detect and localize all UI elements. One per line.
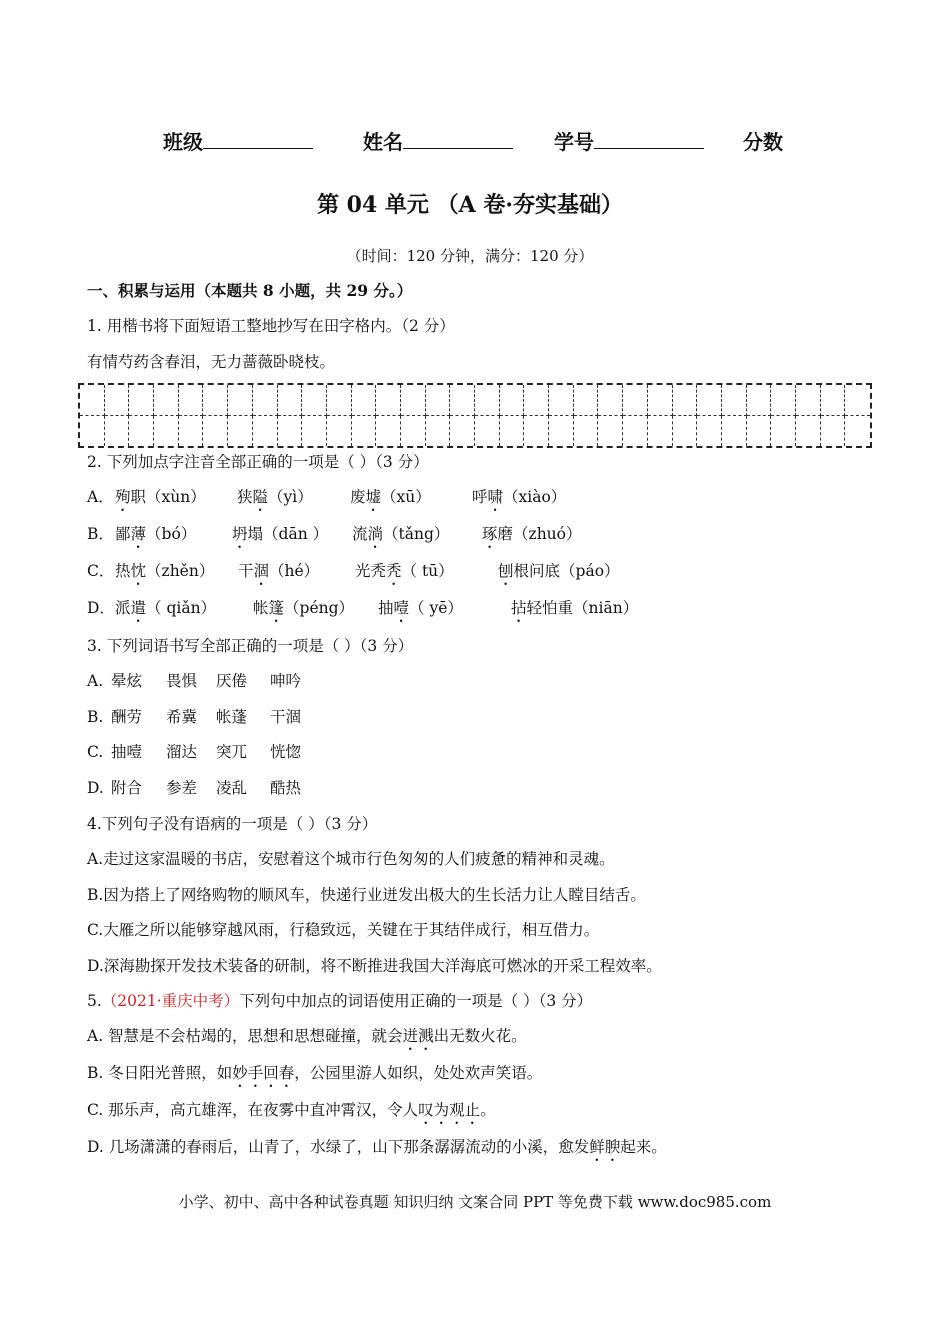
grid-cell: [796, 416, 821, 447]
grid-cell: [302, 416, 327, 447]
word-part: 流: [352, 525, 368, 543]
q3-word: 抽噎: [111, 743, 143, 761]
q5-source: （2021·重庆中考）: [101, 992, 240, 1010]
q2-option-label: A．: [87, 488, 114, 506]
grid-cell: [747, 416, 772, 447]
q3-option-label: D.: [87, 779, 104, 797]
section-heading: 一、积累与运用（本题共 8 小题，共 29 分。）: [87, 281, 413, 300]
q2-option-item: [482, 524, 582, 552]
text-part: 出无数火花。: [433, 1027, 527, 1045]
grid-cell: [697, 385, 722, 416]
dotted-char: 噎: [393, 599, 410, 617]
word-part: 干: [238, 562, 254, 580]
q3-option-label: C.: [87, 743, 104, 761]
q3-word: 干涸: [270, 708, 302, 726]
grid-cell: [80, 385, 105, 416]
q3-word: 恍惚: [270, 743, 302, 761]
q3-word: 晕炫: [111, 672, 143, 690]
grid-cell: [574, 385, 599, 416]
pinyin: （ yē）: [409, 599, 463, 617]
grid-cell: [203, 385, 228, 416]
q2-option-label: B．: [87, 525, 114, 543]
grid-cell: [845, 416, 870, 447]
pinyin: （xū）: [381, 488, 431, 506]
grid-cell: [278, 385, 303, 416]
dotted-char: 篷: [268, 599, 285, 617]
q4-option: C.大雁之所以能够穿越风雨，行稳致远，关键在于其结伴成行，相互借力。: [87, 921, 600, 939]
pinyin: （xiào）: [503, 488, 567, 506]
grid-cell: [179, 416, 204, 447]
grid-cell: [327, 416, 352, 447]
word-part: 职: [130, 488, 147, 506]
word-part: 轻怕重: [526, 599, 574, 617]
dotted-char: 秃: [386, 562, 402, 580]
footer-text: 小学、初中、高中各种试卷真题 知识归纳 文案合同 PPT 等免费下载 www.doc985.com: [178, 1193, 772, 1211]
name-field: [363, 126, 513, 155]
q3-word: 凌乱: [216, 779, 248, 797]
text-part: A. 智慧是不会枯竭的，思想和思想碰撞，就会: [87, 1027, 403, 1045]
pinyin: （xùn）: [146, 488, 206, 506]
q3-word: 畏惧: [166, 672, 198, 690]
q3-word: 呻吟: [270, 672, 302, 690]
word-part: 热: [115, 562, 131, 580]
q3-word: 酷热: [270, 779, 302, 797]
q2-option-item: [115, 524, 196, 552]
id-blank: [594, 130, 704, 149]
grid-cell: [475, 416, 500, 447]
q3-option-label: B.: [87, 708, 104, 726]
grid-cell: [500, 416, 525, 447]
grid-cell: [179, 385, 204, 416]
grid-cell: [648, 385, 673, 416]
q5-number: 5.: [87, 992, 102, 1010]
q3-word: 酬劳: [111, 708, 143, 726]
name-blank: [403, 130, 513, 149]
pinyin: （péng）: [284, 599, 355, 617]
pinyin: （hé）: [269, 562, 320, 580]
text-part: 起来。: [620, 1138, 667, 1156]
dotted-char: 坍: [232, 525, 248, 543]
q3-word: 突兀: [216, 743, 248, 761]
pinyin: （zhuó）: [513, 525, 582, 543]
grid-cell: [401, 416, 426, 447]
dotted-phrase: 妙手回春: [232, 1064, 295, 1082]
q5-stem-text: 下列句中加点的词语使用正确的一项是（ ）（3 分）: [239, 992, 593, 1010]
grid-cell: [500, 385, 525, 416]
word-part: 光秃: [355, 562, 387, 580]
q2-option-item: [115, 561, 214, 589]
q2-option-label: C．: [87, 562, 115, 580]
grid-cell: [426, 385, 451, 416]
q2-stem: 2. 下列加点字注音全部正确的一项是（ ）（3 分）: [87, 453, 429, 471]
word-part: 磨: [497, 525, 514, 543]
q2-option-item: [498, 561, 620, 589]
q3-word: 参差: [166, 779, 198, 797]
dotted-char: 啸: [487, 488, 504, 506]
q4-option: D.深海勘探开发技术装备的研制，将不断推进我国大洋海底可燃冰的开采工程效率。: [87, 957, 662, 975]
grid-cell: [105, 416, 130, 447]
name-label: 姓名: [363, 130, 403, 154]
q4-option: B.因为搭上了网络购物的顺风车，快递行业迸发出极大的生长活力让人瞠目结舌。: [87, 886, 646, 904]
pinyin: （bó）: [146, 525, 197, 543]
class-blank: [203, 130, 313, 149]
q2-option-item: [472, 487, 566, 515]
word-part: 呼: [472, 488, 488, 506]
q2-option-label: D．: [87, 599, 115, 617]
pinyin: （tǎng）: [383, 525, 450, 543]
text-part: B. 冬日阳光普照，如: [87, 1064, 233, 1082]
grid-cell: [376, 385, 401, 416]
dotted-char: 琢: [482, 525, 498, 543]
grid-cell: [278, 416, 303, 447]
word-part: 狭: [237, 488, 253, 506]
q2-option-item: [115, 487, 206, 515]
pinyin: （niān）: [573, 599, 639, 617]
q2-option-item: [238, 561, 319, 589]
pinyin: （páo）: [560, 562, 620, 580]
grid-cell: [821, 385, 846, 416]
grid-cell: [80, 416, 105, 447]
grid-cell: [228, 385, 253, 416]
grid-cell: [154, 385, 179, 416]
text-part: ，公园里游人如织，处处欢声笑语。: [294, 1064, 543, 1082]
q1-text: 有情芍药含春泪，无力蔷薇卧晓枝。: [87, 353, 336, 371]
text-part: D. 几场潇潇的春雨后，山青了，水绿了，山下那条潺潺流动的小溪，愈发: [87, 1138, 590, 1156]
pinyin: （yì）: [268, 488, 313, 506]
grid-cell: [524, 385, 549, 416]
q2-option-item: [232, 524, 328, 552]
q3-word: 溜达: [166, 743, 198, 761]
grid-cell: [598, 385, 623, 416]
grid-cell: [722, 385, 747, 416]
q2-option-item: [511, 598, 638, 626]
grid-cell: [549, 385, 574, 416]
q5-option: [87, 1100, 496, 1128]
grid-cell: [154, 416, 179, 447]
text-part: 。: [480, 1101, 496, 1119]
grid-cell: [821, 416, 846, 447]
grid-cell: [549, 416, 574, 447]
grid-cell: [352, 385, 377, 416]
q3-word: 希冀: [166, 708, 198, 726]
id-field: [554, 126, 704, 155]
q3-word: 厌倦: [216, 672, 248, 690]
q5-option: [87, 1063, 542, 1091]
q3-stem: 3. 下列词语书写全部正确的一项是（ ）（3 分）: [87, 637, 414, 655]
grid-cell: [228, 416, 253, 447]
word-part: 抽: [378, 599, 394, 617]
dotted-char: 遣: [130, 599, 147, 617]
word-part: 派: [115, 599, 131, 617]
dotted-char: 墟: [365, 488, 382, 506]
grid-cell: [697, 416, 722, 447]
dotted-char: 涸: [253, 562, 270, 580]
grid-cell: [203, 416, 228, 447]
dotted-char: 拈: [511, 599, 527, 617]
grid-cell: [129, 416, 154, 447]
dotted-char: 殉: [115, 488, 131, 506]
grid-cell: [623, 385, 648, 416]
grid-cell: [129, 385, 154, 416]
score-label: 分数: [743, 130, 783, 154]
q2-option-item: [115, 598, 216, 626]
q4-stem: 4.下列句子没有语病的一项是（ ）（3 分）: [87, 815, 378, 833]
word-part: 根问底: [513, 562, 561, 580]
grid-cell: [450, 416, 475, 447]
word-part: 塌: [247, 525, 264, 543]
writing-grid: [78, 383, 872, 448]
q1-stem: 1. 用楷书将下面短语工整地抄写在田字格内。（2 分）: [87, 317, 455, 335]
grid-cell: [673, 416, 698, 447]
word-part: 帐: [253, 599, 269, 617]
grid-cell: [253, 416, 278, 447]
q2-option-item: [350, 487, 431, 515]
q3-option-label: A.: [87, 672, 104, 690]
q2-option-item: [253, 598, 354, 626]
q5-option: [87, 1137, 667, 1165]
pinyin: （ tū）: [401, 562, 454, 580]
grid-cell: [302, 385, 327, 416]
q2-option-item: [237, 487, 313, 515]
grid-cell: [524, 416, 549, 447]
dotted-char: 隘: [252, 488, 269, 506]
word-part: 废: [350, 488, 366, 506]
page-title: 第 04 单元 （A 卷·夯实基础）: [317, 192, 623, 218]
grid-cell: [771, 416, 796, 447]
q2-option-item: [355, 561, 454, 589]
dotted-char: 刨: [498, 562, 514, 580]
dotted-phrase: 鲜腴: [589, 1138, 621, 1156]
dotted-char: 薄: [130, 525, 147, 543]
grid-cell: [253, 385, 278, 416]
dotted-phrase: 迸溅: [402, 1027, 434, 1045]
grid-cell: [747, 385, 772, 416]
pinyin: （ qiǎn）: [146, 599, 217, 617]
q5-option: [87, 1026, 527, 1054]
grid-cell: [401, 385, 426, 416]
q3-word: 帐蓬: [216, 708, 248, 726]
q3-word: 附合: [111, 779, 143, 797]
id-label: 学号: [554, 130, 594, 154]
grid-cell: [845, 385, 870, 416]
grid-cell: [327, 385, 352, 416]
class-field: [163, 126, 313, 155]
grid-cell: [722, 416, 747, 447]
q5-stem: [87, 991, 592, 1011]
grid-cell: [648, 416, 673, 447]
grid-cell: [598, 416, 623, 447]
grid-cell: [105, 385, 130, 416]
q4-option: A.走过这家温暖的书店，安慰着这个城市行色匆匆的人们疲惫的精神和灵魂。: [87, 850, 615, 868]
time-note: （时间：120 分钟，满分：120 分）: [346, 247, 594, 265]
text-part: C. 那乐声，高亢雄浑，在夜雾中直冲霄汉，令人: [87, 1101, 419, 1119]
class-label: 班级: [163, 130, 203, 154]
grid-cell: [352, 416, 377, 447]
grid-cell: [475, 385, 500, 416]
grid-cell: [376, 416, 401, 447]
grid-cell: [574, 416, 599, 447]
grid-cell: [771, 385, 796, 416]
grid-cell: [426, 416, 451, 447]
word-part: 鄙: [115, 525, 131, 543]
grid-cell: [450, 385, 475, 416]
dotted-phrase: 叹为观止: [418, 1101, 481, 1119]
grid-cell: [623, 416, 648, 447]
q2-option-item: [352, 524, 449, 552]
dotted-char: 淌: [367, 525, 384, 543]
grid-cell: [673, 385, 698, 416]
grid-cell: [796, 385, 821, 416]
pinyin: （zhěn）: [146, 562, 215, 580]
pinyin: （dān ）: [263, 525, 329, 543]
q2-option-item: [378, 598, 463, 626]
dotted-char: 忱: [130, 562, 147, 580]
